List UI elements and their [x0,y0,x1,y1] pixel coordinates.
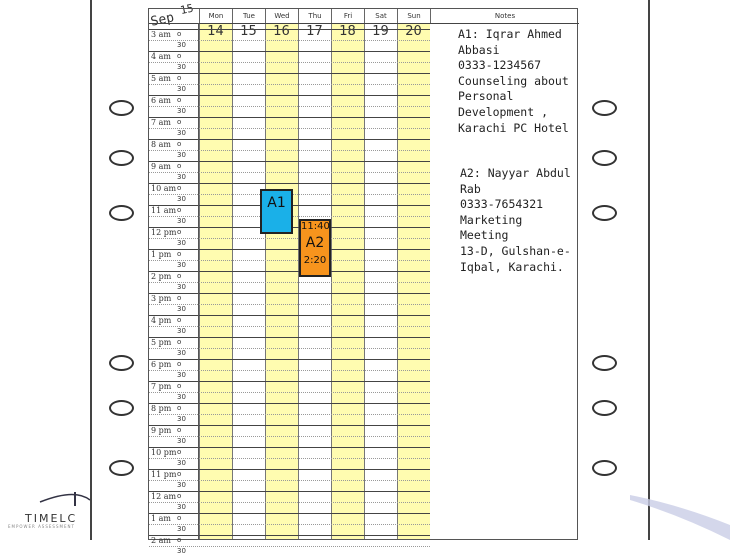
hour-mark: o [177,360,182,368]
half-hour-line [149,150,430,151]
day-header: Mon [199,9,232,23]
binder-ring-left [109,400,134,416]
half-hour-line [149,62,430,63]
half-hour-line [149,106,430,107]
hour-label: 12 pm [151,228,177,237]
hour-line [149,381,430,382]
hour-line [149,139,430,140]
hour-mark: o [177,250,182,258]
day-date: 17 [306,24,323,39]
hour-mark: o [177,74,182,82]
hour-mark: o [177,404,182,412]
half-hour-label: 30 [177,459,186,467]
half-hour-line [149,436,430,437]
hour-line [149,271,430,272]
half-hour-line [149,326,430,327]
hour-label: 8 am [151,140,171,149]
half-hour-label: 30 [177,129,186,137]
hour-label: 6 pm [151,360,172,369]
hour-label: 5 am [151,74,171,83]
swoosh-decoration [630,470,730,540]
hour-line [149,513,430,514]
hour-label: 3 pm [151,294,172,303]
day-header: Sun [397,9,430,23]
day-date: 20 [405,24,422,39]
half-hour-label: 30 [177,63,186,71]
half-hour-label: 30 [177,371,186,379]
hour-mark: o [177,30,182,38]
hour-mark: o [177,470,182,478]
hour-line [149,293,430,294]
day-column[interactable] [199,23,232,539]
half-hour-label: 30 [177,481,186,489]
half-hour-label: 30 [177,393,186,401]
half-hour-line [149,282,430,283]
hour-line [149,491,430,492]
day-date: 16 [273,24,290,39]
half-hour-line [149,392,430,393]
appointment-a1[interactable] [260,189,293,234]
hour-label: 3 am [151,30,171,39]
binder-ring-left [109,205,134,221]
hour-label: 6 am [151,96,171,105]
half-hour-line [149,40,430,41]
half-hour-line [149,348,430,349]
day-header: Fri [331,9,364,23]
binder-ring-right [592,400,617,416]
hour-mark: o [177,118,182,126]
hour-line [149,403,430,404]
half-hour-label: 30 [177,283,186,291]
half-hour-line [149,238,430,239]
hour-label: 1 pm [151,250,172,259]
hour-line [149,117,430,118]
hour-label: 7 pm [151,382,172,391]
appointment-a1-label: A1 [267,195,286,211]
hour-line [149,359,430,360]
hour-mark: o [177,96,182,104]
hour-label: 2 am [151,536,171,545]
half-hour-line [149,502,430,503]
half-hour-label: 30 [177,349,186,357]
binder-ring-right [592,355,617,371]
day-date: 15 [240,24,257,39]
hour-mark: o [177,338,182,346]
day-date: 19 [372,24,389,39]
hour-line [149,95,430,96]
half-hour-label: 30 [177,195,186,203]
binder-ring-right [592,150,617,166]
half-hour-line [149,458,430,459]
hour-line [149,469,430,470]
binder-ring-right [592,205,617,221]
hour-label: 9 pm [151,426,172,435]
half-hour-label: 30 [177,437,186,445]
hour-mark: o [177,140,182,148]
half-hour-line [149,524,430,525]
half-hour-label: 30 [177,415,186,423]
half-hour-label: 30 [177,41,186,49]
half-hour-label: 30 [177,217,186,225]
hour-label: 4 am [151,52,171,61]
day-date: 18 [339,24,356,39]
binder-ring-left [109,355,134,371]
note-a2: A2: Nayyar Abdul Rab 0333-7654321 Marketing Meeting 13-D, Gulshan-e- Iqbal, Karachi. [460,166,571,274]
hour-line [149,315,430,316]
half-hour-label: 30 [177,107,186,115]
half-hour-label: 30 [177,547,186,555]
binder-ring-left [109,150,134,166]
half-hour-line [149,128,430,129]
timeclock-logo: TIMELC EMPOWER ASSESSMENT [0,480,90,540]
hour-mark: o [177,52,182,60]
half-hour-label: 30 [177,151,186,159]
hour-line [149,337,430,338]
hour-mark: o [177,492,182,500]
hour-mark: o [177,228,182,236]
hour-line [149,249,430,250]
binder-ring-right [592,100,617,116]
hour-label: 11 am [151,206,177,215]
hour-label: 7 am [151,118,171,127]
header-divider [149,23,579,24]
hour-mark: o [177,294,182,302]
hour-line [149,425,430,426]
hour-label: 8 pm [151,404,172,413]
hour-label: 10 am [151,184,177,193]
hour-line [149,73,430,74]
hour-label: 11 pm [151,470,177,479]
hour-line [149,535,430,536]
hour-label: 4 pm [151,316,172,325]
day-header: Tue [232,9,265,23]
hour-mark: o [177,536,182,544]
hour-line [149,51,430,52]
hour-mark: o [177,514,182,522]
day-column[interactable] [331,23,364,539]
note-a1: A1: Iqrar Ahmed Abbasi 0333-1234567 Counseling about Personal Development , Karachi PC Hotel [458,27,569,135]
half-hour-line [149,546,430,547]
appointment-a2-start: 11:40 [301,221,330,232]
hour-mark: o [177,448,182,456]
day-header: Sat [364,9,397,23]
hour-line [149,183,430,184]
month-label: Sep $^{15}$ [149,1,195,30]
day-column[interactable] [397,23,430,539]
hour-mark: o [177,184,182,192]
half-hour-line [149,370,430,371]
half-hour-label: 30 [177,305,186,313]
half-hour-line [149,260,430,261]
hour-label: 9 am [151,162,171,171]
day-column[interactable] [232,23,265,539]
hour-line [149,161,430,162]
half-hour-line [149,480,430,481]
notes-header: Notes [430,9,579,23]
half-hour-line [149,172,430,173]
hour-mark: o [177,382,182,390]
hour-mark: o [177,426,182,434]
half-hour-label: 30 [177,525,186,533]
half-hour-label: 30 [177,239,186,247]
half-hour-label: 30 [177,173,186,181]
hour-mark: o [177,272,182,280]
half-hour-line [149,414,430,415]
half-hour-line [149,304,430,305]
half-hour-label: 30 [177,327,186,335]
day-column[interactable] [298,23,331,539]
time-column-divider [198,23,199,539]
hour-label: 2 pm [151,272,172,281]
day-column[interactable] [265,23,298,539]
hour-mark: o [177,206,182,214]
appointment-a2-end: 2:20 [303,255,327,267]
hour-mark: o [177,316,182,324]
binder-ring-left [109,460,134,476]
binder-ring-right [592,460,617,476]
binder-ring-left [109,100,134,116]
hour-label: 10 pm [151,448,177,457]
appointment-a2-label: A2 [305,235,325,251]
half-hour-label: 30 [177,261,186,269]
hour-line [149,29,430,30]
half-hour-label: 30 [177,85,186,93]
day-column[interactable] [364,23,397,539]
hour-label: 5 pm [151,338,172,347]
day-header: Thu [298,9,331,23]
half-hour-label: 30 [177,503,186,511]
half-hour-line [149,84,430,85]
hour-label: 12 am [151,492,177,501]
hour-mark: o [177,162,182,170]
appointment-a2[interactable] [299,219,331,277]
hour-line [149,447,430,448]
day-header: Wed [265,9,298,23]
hour-label: 1 am [151,514,171,523]
day-date: 14 [207,24,224,39]
